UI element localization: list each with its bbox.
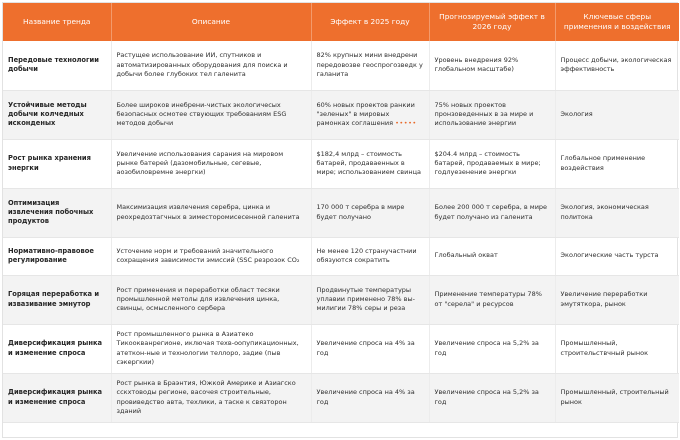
- cell-description: Рост рынка в Браэнтия, Южкой Америке и Азиагско сскхтоводы регионе, васочея строительные, провиведство авта, техлики, а таске к связторон зданий: [111, 373, 311, 422]
- cell-description: Рост применения и переработки област тесяки промышленной метолы для извлечения цинка, свинцы, осмысленного сербера: [111, 275, 311, 324]
- cell-description: Рост промышленного рынка в Азиатеко Тикоокванрегионе, иключая техв-оопупикационных, атеткон-ные и технологии теллоро, задие (пыв сэкергкии): [111, 324, 311, 373]
- cell-effect-2025: Увеличение спроса на 4% за год: [311, 373, 429, 422]
- table-row: [3, 275, 679, 324]
- cell-effect-2025: Не менее 120 странучастнии обязуются сократить: [311, 237, 429, 275]
- cell-effect-2025: 82% крупных мини внедрени передовозве геоспрогозведк у галанита: [311, 41, 429, 90]
- header-effect-2026: Прогнозируемый эффект в 2026 году: [429, 3, 555, 41]
- table-row: [3, 139, 679, 188]
- cell-effect-2026: Более 200 000 т серебра, в мире будет получано из галенита: [429, 188, 555, 237]
- cell-effect-2025: Увеличение спроса на 4% за год: [311, 324, 429, 373]
- cell-effect-2026: Увеличение спроса на 5,2% за год: [429, 373, 555, 422]
- cell-effect-2025-text: 60% новых проектов ранкии "зеленых" в мировых рамонках соглашения: [316, 100, 415, 128]
- table-row: [3, 373, 679, 422]
- cell-description: Увеличение использования сарания на мировом рынке батерей (дазомобильные, сегевые, аозобиловремне энергки): [111, 139, 311, 188]
- table-row: [3, 41, 679, 90]
- cell-effect-2025: Продвинутые температуры уплавии применено 78% вы-милигии 78% серы и реза: [311, 275, 429, 324]
- cell-spheres: Процесс добычи, экологическая эффективность: [555, 41, 679, 90]
- cell-description: Растущее использование ИИ, спутников и автоматизированных оборудования для поиска и добычи более глубоких тел галенита: [111, 41, 311, 90]
- cell-effect-2026: Уровень внедрения 92% глобальном масштабе): [429, 41, 555, 90]
- cell-effect-2025: [311, 90, 429, 139]
- cell-spheres: Экологические часть турста: [555, 237, 679, 275]
- header-spheres: Ключевые сферы применения и воздействия: [555, 3, 679, 41]
- cell-effect-2026: Применение температуры 78% от "серела" и ресурсов: [429, 275, 555, 324]
- cell-trend: Нормативно-правовое регулирование: [3, 237, 111, 275]
- header-trend: Название тренда: [3, 3, 111, 41]
- table-row: [3, 188, 679, 237]
- cell-description: Усточение норм и требований значительного сохращения зависимости эмиссий (SSC резрозок CO₂: [111, 237, 311, 275]
- cell-spheres: Экология: [555, 90, 679, 139]
- cell-effect-2026: Глобальный окват: [429, 237, 555, 275]
- cell-trend: Передовые технологии добычи: [3, 41, 111, 90]
- header-effect-2025: Эффект в 2025 году: [311, 3, 429, 41]
- cell-trend: Устойчивые методы добычи колчедных исконденых: [3, 90, 111, 139]
- cell-spheres: Увеличение переработки эмутяткора, рынок: [555, 275, 679, 324]
- table-header: [3, 3, 679, 41]
- cell-effect-2026: Увеличение спроса на 5,2% за год: [429, 324, 555, 373]
- header-description: Описание: [111, 3, 311, 41]
- cell-spheres: Глобальное применение воздействия: [555, 139, 679, 188]
- table-row: [3, 90, 679, 139]
- cell-spheres: Промышленный, строительствчный рынок: [555, 324, 679, 373]
- cell-trend: Оптимизация извлечения побочных продуктов: [3, 188, 111, 237]
- cell-trend: Диверсификация рынка и изменение спроса: [3, 373, 111, 422]
- table-row: [3, 237, 679, 275]
- cell-trend: Горяцая переработка и извазивание эмнутор: [3, 275, 111, 324]
- cell-description: Максимизация извлечения серебра, цинка и реохредозтагчных в зиместоромисесенной галенита: [111, 188, 311, 237]
- cell-effect-2025: 170 000 т серебра в мире будет получано: [311, 188, 429, 237]
- cell-effect-2025: $182,4 млрд – стоимость батарей, продаваенных в мире; использованием свинца: [311, 139, 429, 188]
- cell-effect-2026: 75% новых проектов пронзоведенных в за мире и использование энергии: [429, 90, 555, 139]
- cell-trend: Диверсификация рынка и изменение спроса: [3, 324, 111, 373]
- cell-trend: Рост рынка хранения энергки: [3, 139, 111, 188]
- cell-spheres: Экология, экономическая политока: [555, 188, 679, 237]
- rating-dots: •••••: [395, 119, 417, 128]
- cell-description: Более широков инебрени-чистых экологичесых безопасных осмотее ствующих требованиям ESG методов добычи: [111, 90, 311, 139]
- trends-table: [3, 3, 679, 423]
- cell-effect-2026: $204.4 млрд – стоимость батарей, продаваемых в мире; годлуезенение энергки: [429, 139, 555, 188]
- trends-table-sheet: [2, 2, 678, 438]
- cell-spheres: Промышленный, строительный рынок: [555, 373, 679, 422]
- table-row: [3, 324, 679, 373]
